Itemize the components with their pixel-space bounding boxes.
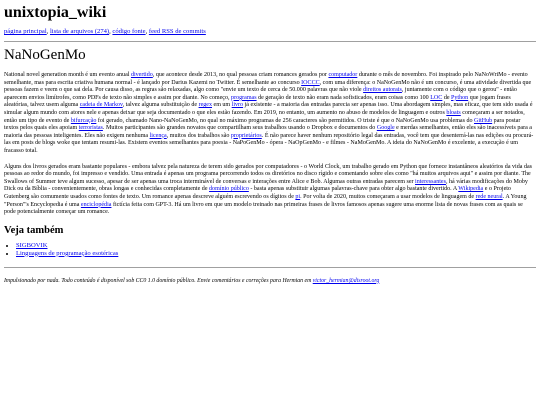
paragraph-text: em um: [212, 102, 232, 109]
see-also-link-esolangs[interactable]: Linguagens de programação esotéricas: [16, 249, 119, 257]
inline-link[interactable]: divertido: [130, 72, 153, 78]
inline-link[interactable]: bifurcação: [70, 117, 97, 124]
inline-link[interactable]: regex: [198, 102, 212, 109]
paragraph-text: para postar textos pelos quais eles apoiam: [4, 117, 521, 132]
inline-link[interactable]: livro: [231, 102, 244, 109]
inline-link[interactable]: domínio público: [209, 186, 249, 193]
inline-link[interactable]: direitos autorais: [363, 87, 402, 94]
inline-link[interactable]: cadeia de Markov: [79, 102, 123, 109]
paragraph-text: e merdas semelhantes, então eles são inacessíveis para a maioria das pessoas inteligentes. Eles não exigem nenhuma: [4, 125, 532, 139]
paragraph-text: , talvez alguma substituição de: [122, 102, 199, 109]
paragraph-text: de geração de texto não eram nada sofisticados, eram coisas como 100: [256, 94, 431, 101]
nav-link-home[interactable]: página principal: [4, 28, 47, 35]
paragraph-text: e o Projeto Gutenberg são comumente usados como fontes de texto. Um romance apenas descreve alguém escrevendo os dígitos de: [4, 186, 511, 200]
paragraph-text: . É não parece haver nenhum repositório legal das entradas, você tem que desenterrá-las nas edições ou procurá-las em posts de blogs woke que tentam resumi-las. Existem eventos semelhantes para poesia - NaPoGenMo - ópera - NaOpGenMo - e filmes - NaMoGenMo. A ideia do NaNoGenMo é excelente, a execução é um fracasso total.: [4, 132, 534, 154]
nav-link-rss-feed[interactable]: feed RSS de commits: [148, 28, 206, 35]
paragraph-text: de: [442, 94, 452, 101]
inline-link[interactable]: programas: [231, 94, 257, 101]
paragraph-text: , que acontece desde 2013, no qual pessoas criam romances gerados por: [152, 72, 329, 78]
paragraph-text: . A Young "Person"'s Encyclopedia é uma: [4, 193, 527, 208]
inline-link[interactable]: LOC: [430, 94, 443, 101]
inline-link[interactable]: IOCCC: [301, 79, 320, 86]
paragraph-text: , há várias modificações do Moby Dick ou da Bíblia - convenientemente, obras longas e conhecidas completamente de: [4, 178, 528, 193]
paragraph-text: fictícia feita com GPT-3. Há um livro em que um modelo treinado nas primeiras frases de livros famosos apenas sugere uma enorme lista de novas frases com as quais se pode potencialmente começar um romance.: [4, 201, 523, 216]
footer-divider: [4, 267, 536, 268]
paragraph-text: já existente - a maioria das entradas parecia ser apenas isso. Uma abordagem simples, mas eficaz, que tem sido usada é simular algum mundo com atores nele e apenas deixar que seja documentado o que eles estão fazendo. Em 2019, no entanto, um aumento no abuso de modelos de linguagem e outros: [4, 102, 533, 116]
inline-link[interactable]: computador: [328, 72, 358, 78]
see-also-link-sigbovik[interactable]: SIGBOVIK: [16, 241, 48, 249]
inline-link[interactable]: bloats: [446, 109, 461, 116]
see-also-heading: Veja também: [4, 224, 64, 236]
list-item: [16, 242, 536, 250]
site-header: [4, 3, 536, 42]
inline-link[interactable]: enciclopédia: [80, 201, 112, 208]
paragraph-text: que jogam frases aleatórias, talvez usem alguma: [4, 94, 511, 109]
paragraph-text: , juntamente com o código que o gerou" - então aparecem envios limítrofes, como PDFs de texto não simples e assim por diante. No começo,: [4, 87, 517, 101]
article-paragraph-2: [4, 164, 536, 217]
page-title: NaNoGenMo: [4, 47, 86, 63]
inline-link[interactable]: interessantes: [415, 178, 446, 185]
paragraph-text: foi gerado, chamado Nano-NaNoGenMo, no qual no máximo programas de 256 caracteres são permitidos. O triste é que o NaNoGenMo usa problemas do: [96, 117, 475, 124]
footer-email-link[interactable]: victor_hermian@disroot.org: [312, 277, 380, 284]
paragraph-text: começaram a ser notados, então um tipo de evento de: [4, 109, 525, 124]
paragraph-text: , muitos dos trabalhos são: [166, 132, 231, 139]
inline-link[interactable]: Google: [376, 125, 395, 132]
top-nav: página principal, lista de arquivos (274), código fonte, feed RSS de commits: [4, 28, 206, 35]
inline-link[interactable]: Python: [451, 94, 469, 101]
inline-link[interactable]: proprietários: [230, 132, 262, 139]
article-paragraph-1: [4, 72, 536, 156]
list-item: [16, 250, 536, 258]
inline-link[interactable]: GitHub: [474, 117, 493, 124]
inline-link[interactable]: pi: [295, 193, 301, 200]
nav-link-source-code[interactable]: código fonte: [112, 28, 146, 35]
header-divider: [4, 41, 536, 42]
inline-link[interactable]: Wikipedia: [458, 186, 484, 193]
paragraph-text: . Por volta de 2020, muitos começaram a usar modelos de linguagem de: [300, 193, 476, 200]
inline-link[interactable]: rede neural: [475, 193, 503, 200]
footer: [4, 273, 536, 285]
nav-link-file-list[interactable]: lista de arquivos (274): [49, 28, 110, 35]
paragraph-text: Alguns dos livros gerados eram bastante populares - embora talvez pela natureza de terem sido gerados por computadores - o World Clock, um trabalho gerado em Python que fornece instantâneos aleatórios da vida das pessoas ao redor do mundo, foi impresso e vendido. Uma entrada é apenas um programa percorrendo todos os diretórios no disco rígido e comentando sobre eles como "há muitos arquivos aqui" e assim por diante. The Swallows of Summer teve algum sucesso, apesar de ser apenas uma troca interminável de conversas e interações entre Alice e Bob. Algumas outras entradas parecem ser: [4, 163, 533, 185]
inline-link[interactable]: licença: [149, 132, 167, 139]
paragraph-text: - basta apenas substituir algumas palavras-chave para obter algo bastante divertido. A: [248, 186, 459, 193]
inline-link[interactable]: terroristas: [78, 125, 103, 132]
site-title: unixtopia_wiki: [4, 4, 107, 21]
see-also-list: [4, 242, 536, 258]
paragraph-text: . Muitos participantes são grandes novatos que compartilham seus trabalhos usando o Dropbox e documentos do: [102, 125, 377, 132]
article: [4, 47, 536, 258]
paragraph-text: , com uma diferença: o NaNoGenMo não é um concurso, é uma atividade divertida que pessoas fazem e veem o que sai dela. Por causa disso, as regras são relaxadas, algo como "envie um texto de cerca de 50.000 palavras que não viole: [4, 79, 532, 94]
footer-text: Impulsionado por nada. Todo conteúdo é disponível sob CC0 1.0 domínio público. Envie comentários e correções para Hermian em: [4, 277, 313, 284]
paragraph-text: durante o mês de novembro. Foi inspirado pelo NaNoWriMo - evento semelhante, mas para escrita criativa humana normal - é lançado por Darius Kazemi no Twitter. É semelhante ao concurso: [4, 72, 528, 86]
paragraph-text: National novel generation month é um evento anual: [4, 72, 131, 78]
